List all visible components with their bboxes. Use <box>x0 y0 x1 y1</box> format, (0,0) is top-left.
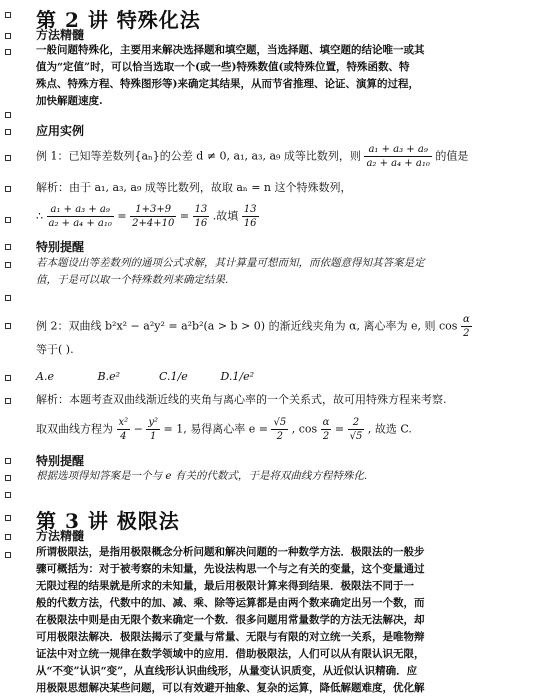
example2-text: 例 2：双曲线 b²x² − a²y² = a²b²(a > b > 0) 的渐近线夹角为 α, 离心率为 e, 则 cos <box>36 319 458 333</box>
bullet-marker <box>5 375 11 381</box>
lecture2-method-heading: 方法精髓 <box>36 28 85 42</box>
minus-sign: − <box>133 422 143 436</box>
bullet-marker <box>5 262 11 268</box>
lecture3-method-line: 用极限思想解决某些问题，可以有效避开抽象、复杂的运算，降低解题难度，优化解 <box>36 682 425 694</box>
fraction-denominator: a₂ + a₄ + a₁₀ <box>48 218 112 229</box>
solution2-fraction-x <box>117 416 131 443</box>
bullet-marker <box>5 112 11 118</box>
option-c: C.1/e <box>159 370 188 383</box>
therefore-sign: ∴ <box>36 209 43 223</box>
tip1-heading: 特别提醒 <box>36 240 85 254</box>
fraction-denominator: 2 <box>322 431 330 442</box>
option-b: B.e² <box>97 370 120 383</box>
lecture3-method-line: 般的代数方法，代数中的加、减、乘、除等运算都是由两个数来确定出另一个数，而 <box>36 597 425 609</box>
solution2-fraction-e <box>271 416 288 443</box>
bullet-marker <box>5 244 11 250</box>
lecture2-example-heading: 应用实例 <box>36 124 85 138</box>
fraction-denominator: a₂ + a₄ + a₁₀ <box>366 158 430 169</box>
example1-fraction <box>364 143 431 170</box>
bullet-marker <box>5 49 11 55</box>
example2-options <box>36 368 538 385</box>
solution2-text-d: , 故选 C. <box>367 422 412 436</box>
fraction-denominator: 2 <box>276 431 284 442</box>
lecture2-method-line: 值为“定值”时，可以恰当选取一个(或一些)特殊数值(或特殊位置，特殊函数、特 <box>36 61 410 73</box>
bullet-marker <box>5 33 11 39</box>
lecture3-title: 第 3 讲 极限法 <box>36 509 180 533</box>
bullet-marker <box>5 475 11 481</box>
solution2-fraction-result <box>348 416 365 443</box>
bullet-marker <box>5 12 11 18</box>
lecture2-method-line: 加快解题速度. <box>36 95 103 107</box>
fraction-denominator: 16 <box>194 218 208 229</box>
solution2-fraction-alpha <box>321 416 332 443</box>
lecture3-method-line: 骤可概括为：对于被考察的未知量，先设法构思一个与之有关的变量，这个变量通过 <box>36 563 425 575</box>
solution1-fraction-2 <box>130 203 176 230</box>
tip1-line: 值，于是可以取一个特殊数列来确定结果. <box>36 274 229 286</box>
bullet-marker <box>5 534 11 540</box>
lecture2-method-line: 殊点、特殊方程、特殊图形等)来确定其结果，从而节省推理、论证、演算的过程， <box>36 78 419 90</box>
bullet-marker <box>5 323 11 329</box>
fraction-denominator: 1 <box>150 431 157 442</box>
solution2-line2 <box>36 416 538 443</box>
fraction-denominator: 2+4+10 <box>132 218 175 229</box>
bullet-marker <box>5 129 11 135</box>
fraction-numerator: a₁ + a₃ + a₉ <box>364 143 431 157</box>
example2-line2: 等于( ). <box>36 343 74 356</box>
lecture2-method-line: 一般问题特殊化，主要用来解决选择题和填空题，当选择题、填空题的结论唯一或其 <box>36 44 425 56</box>
example2-question <box>36 313 538 340</box>
fraction-numerator: 13 <box>243 204 257 215</box>
bullet-marker <box>5 458 11 464</box>
solution1-line1: 解析：由于 a₁, a₃, a₉ 成等比数列，故取 aₙ = n 这个特殊数列， <box>36 181 352 194</box>
lecture3-method-line: 证法中对立统一规律在数学领域中的应用．借助极限法，人们可以从有限认识无限， <box>36 648 425 660</box>
fraction-numerator: 1+3+9 <box>130 203 176 217</box>
example1-question <box>36 143 538 170</box>
solution1-fraction-1 <box>47 203 114 230</box>
lecture3-method-line: 可用极限法解决．极限法揭示了变量与常量、无限与有限的对立统一关系，是唯物辩 <box>36 631 425 643</box>
lecture3-method-line: 从“不变”认识“变”，从直线形认识曲线形，从量变认识质变，从近似认识精确．应 <box>36 665 418 677</box>
solution2-line1: 解析：本题考查双曲线渐近线的夹角与离心率的一个关系式，故可用特殊方程来考察. <box>36 393 447 406</box>
lecture3-method-line: 在极限法中则是由无限个数来确定一个数．很多问题用常量数学的方法无法解决，却 <box>36 614 425 626</box>
option-a: A.e <box>36 370 54 383</box>
lecture2-title: 第 2 讲 特殊化法 <box>36 8 201 32</box>
bullet-marker <box>5 155 11 161</box>
tip2-heading: 特别提醒 <box>36 454 85 468</box>
bullet-marker <box>5 295 11 301</box>
lecture3-method-line: 无限过程的结果就是所求的未知量，最后用极限计算来得到结果．极限法不同于一 <box>36 580 414 592</box>
solution2-text-b: = 1, 易得离心率 e = <box>163 422 268 436</box>
solution1-fill-text: .故填 <box>212 209 239 223</box>
fraction-denominator: 4 <box>120 431 127 442</box>
solution1-answer-fraction <box>242 203 259 230</box>
lecture3-method-line: 所谓极限法，是指用极限概念分析问题和解决问题的一种数学方法．极限法的一般步 <box>36 546 425 558</box>
bullet-marker <box>5 398 11 404</box>
example2-fraction <box>461 313 472 340</box>
solution2-text-a: 取双曲线方程为 <box>36 422 113 436</box>
example1-text: 例 1：已知等差数列{aₙ}的公差 d ≠ 0, a₁, a₃, a₉ 成等比数列，则 <box>36 149 361 163</box>
fraction-numerator: 2 <box>348 416 365 430</box>
option-d: D.1/e² <box>220 370 255 383</box>
fraction-denominator: √5 <box>349 431 363 442</box>
tip2-line: 根据选项得知答案是一个与 e 有关的代数式，于是将双曲线方程特殊化. <box>36 470 368 482</box>
fraction-numerator: α <box>462 314 470 325</box>
fraction-denominator: 2 <box>463 328 470 339</box>
fraction-numerator: a₁ + a₃ + a₉ <box>47 203 114 217</box>
bullet-marker <box>5 492 11 498</box>
solution1-equation: ∴ $\frac{\text{a₁ + a₃ + a₉}}{\text{a₂ + a₄ + a₁₀}}$ = $\frac{1+3+9}{2+4+10}$ = $\frac{13}{16}$ .故填 $\frac{13}{16}$ <box>36 204 257 229</box>
lecture3-method-heading: 方法精髓 <box>36 529 85 543</box>
solution2-fraction-y <box>146 416 160 443</box>
fraction-numerator: α <box>322 417 330 428</box>
fraction-numerator: 13 <box>194 204 208 215</box>
fraction-numerator: y² <box>148 417 159 428</box>
fraction-numerator: √5 <box>273 417 287 428</box>
bullet-marker <box>5 552 11 558</box>
solution1-fraction-3 <box>193 203 210 230</box>
fraction-numerator: x² <box>118 417 129 428</box>
bullet-marker <box>5 515 11 521</box>
fraction-denominator: 16 <box>243 218 257 229</box>
bullet-marker <box>5 186 11 192</box>
equals-sign: = <box>334 422 345 436</box>
example1-suffix: 的值是 <box>435 149 469 163</box>
solution2-text-c: , cos <box>291 422 318 436</box>
tip1-line: 若本题设出等差数列的通项公式求解，其计算量可想而知，而依题意得知其答案是定 <box>36 257 425 269</box>
bullet-marker <box>5 217 11 223</box>
